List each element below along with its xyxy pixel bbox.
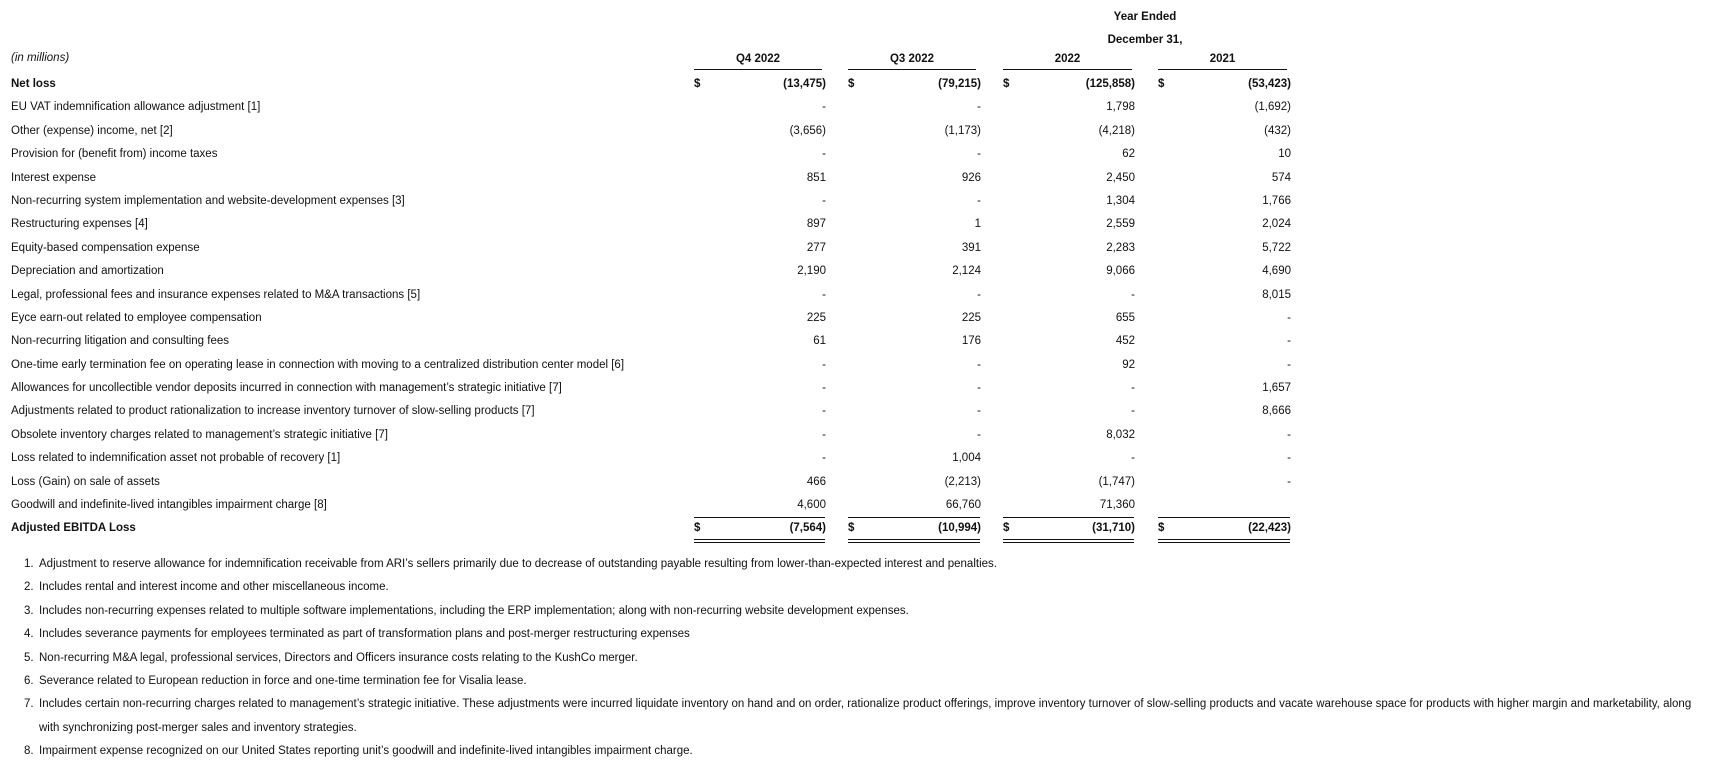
table-row — [0, 447, 1721, 470]
table-cell: 62 — [1122, 148, 1135, 161]
row-label: Equity-based compensation expense — [11, 241, 200, 254]
table-cell: 452 — [1115, 335, 1135, 348]
table-cell: (1,747) — [1098, 475, 1135, 488]
table-row — [0, 96, 1721, 119]
currency-symbol: $ — [1158, 78, 1165, 90]
table-cell: 466 — [806, 475, 826, 488]
table-row — [0, 143, 1721, 166]
table-cell: (1,692) — [1254, 101, 1291, 114]
table-cell: (79,215) — [938, 78, 981, 90]
table-cell: - — [1287, 452, 1291, 465]
footnote-number: 7. — [24, 698, 34, 711]
table-cell: 574 — [1271, 171, 1291, 184]
year-ended-line2: December 31, — [1107, 34, 1183, 46]
table-cell: 897 — [806, 218, 826, 231]
row-label: Restructuring expenses [4] — [11, 218, 148, 231]
table-row — [0, 120, 1721, 143]
footnote-item — [24, 600, 1714, 623]
table-row — [0, 284, 1721, 307]
table-cell: - — [822, 358, 826, 371]
total-double-rule — [1003, 539, 1134, 543]
footnote-number: 6. — [24, 675, 34, 688]
footnote-item — [24, 693, 1714, 740]
table-cell: 2,190 — [797, 265, 826, 278]
table-cell: - — [977, 382, 981, 395]
table-cell: - — [977, 194, 981, 207]
footnote-item — [24, 740, 1714, 763]
table-cell: (13,475) — [783, 78, 826, 90]
table-row — [0, 471, 1721, 494]
table-cell: 2,450 — [1106, 171, 1135, 184]
total-double-rule — [1158, 539, 1290, 543]
table-cell: 277 — [806, 241, 826, 254]
table-cell: 8,666 — [1262, 405, 1291, 418]
subtotal-rule — [1158, 517, 1290, 518]
footnote-item — [24, 553, 1714, 576]
subtotal-rule — [1003, 517, 1134, 518]
currency-symbol: $ — [694, 78, 701, 90]
row-label: One-time early termination fee on operating lease in connection with moving to a centralized distribution center model [6] — [11, 358, 625, 371]
footnote-text: Includes severance payments for employees terminated as part of transformation plans and post-merger restructuring expenses — [39, 628, 690, 641]
table-cell: 92 — [1122, 358, 1135, 371]
subtotal-rule — [848, 517, 980, 518]
table-cell: - — [977, 428, 981, 441]
table-cell: - — [822, 101, 826, 114]
table-cell: - — [1131, 288, 1135, 301]
table-cell: 176 — [961, 335, 981, 348]
row-label: Adjusted EBITDA Loss — [11, 522, 136, 535]
table-cell: - — [1131, 452, 1135, 465]
table-cell: - — [977, 405, 981, 418]
table-row — [0, 330, 1721, 353]
table-cell: 1,766 — [1262, 194, 1291, 207]
table-row — [0, 354, 1721, 377]
units-label: (in millions) — [11, 52, 70, 64]
table-cell: - — [977, 358, 981, 371]
table-cell: 2,024 — [1262, 218, 1291, 231]
table-cell: 66,760 — [945, 499, 981, 512]
table-cell: 1,004 — [952, 452, 981, 465]
table-cell: 391 — [961, 241, 981, 254]
table-row — [0, 190, 1721, 213]
row-label: Loss related to indemnification asset not probable of recovery [1] — [11, 452, 341, 465]
table-cell: - — [1287, 475, 1291, 488]
table-cell: 2,124 — [952, 265, 981, 278]
footnote-number: 8. — [24, 745, 34, 758]
table-cell: - — [977, 288, 981, 301]
table-row — [0, 73, 1721, 96]
table-cell: - — [977, 148, 981, 161]
table-cell: 4,690 — [1262, 265, 1291, 278]
table-cell: - — [1131, 405, 1135, 418]
table-cell: 2,283 — [1106, 241, 1135, 254]
table-cell: - — [1131, 382, 1135, 395]
currency-symbol: $ — [1158, 522, 1165, 535]
table-cell: (10,994) — [938, 522, 981, 535]
table-cell: (53,423) — [1248, 78, 1291, 90]
table-cell: - — [822, 382, 826, 395]
currency-symbol: $ — [848, 78, 855, 90]
currency-symbol: $ — [1003, 522, 1010, 535]
table-cell: (7,564) — [789, 522, 826, 535]
table-cell: (2,213) — [944, 475, 981, 488]
row-label: Provision for (benefit from) income taxes — [11, 148, 218, 161]
footnote-text: Includes certain non-recurring charges related to management’s strategic initiative. These adjustments were incurred liquidate inventory on hand and on order, rationalize product offerings, improve inventory turnover of slow-selling products and vacate warehouse space for products with higher margin and marketability, along with synchronizing post-merger sales and inventory strategies. — [39, 698, 1692, 734]
currency-symbol: $ — [694, 522, 701, 535]
column-header-q3-2022: Q3 2022 — [848, 49, 976, 70]
table-cell: (4,218) — [1098, 124, 1135, 137]
footnote-number: 4. — [24, 628, 34, 641]
table-cell: - — [822, 288, 826, 301]
table-cell: 71,360 — [1099, 499, 1135, 512]
table-cell: 926 — [961, 171, 981, 184]
row-label: EU VAT indemnification allowance adjustment [1] — [11, 101, 261, 114]
table-row — [0, 167, 1721, 190]
footnote-text: Non-recurring M&A legal, professional services, Directors and Officers insurance costs relating to the KushCo merger. — [39, 651, 638, 664]
currency-symbol: $ — [1003, 78, 1010, 90]
table-row — [0, 260, 1721, 283]
reconciliation-table — [0, 73, 1721, 541]
table-cell: 10 — [1278, 148, 1291, 161]
table-cell: 225 — [961, 311, 981, 324]
table-cell: 1,798 — [1106, 101, 1135, 114]
footnote-text: Severance related to European reduction in force and one-time termination fee for Visalia lease. — [39, 675, 527, 688]
table-cell: 225 — [806, 311, 826, 324]
table-cell: - — [1287, 311, 1291, 324]
table-cell: - — [977, 101, 981, 114]
footnote-number: 5. — [24, 651, 34, 664]
table-row — [0, 517, 1721, 540]
table-cell: (31,710) — [1092, 522, 1135, 535]
table-cell: 851 — [806, 171, 826, 184]
table-cell: 2,559 — [1106, 218, 1135, 231]
column-header-2022: 2022 — [1003, 49, 1132, 70]
row-label: Non-recurring system implementation and website-development expenses [3] — [11, 194, 405, 207]
row-label: Goodwill and indefinite-lived intangibles impairment charge [8] — [11, 499, 327, 512]
table-cell: (125,858) — [1085, 78, 1135, 90]
column-header-q4-2022: Q4 2022 — [694, 49, 822, 70]
footnote-item — [24, 623, 1714, 646]
table-row — [0, 400, 1721, 423]
table-cell: 1,657 — [1262, 382, 1291, 395]
year-ended-line1: Year Ended — [1113, 11, 1177, 23]
table-cell: 5,722 — [1262, 241, 1291, 254]
row-label: Allowances for uncollectible vendor deposits incurred in connection with management’s strategic initiative [7] — [11, 382, 562, 395]
table-cell: (3,656) — [789, 124, 826, 137]
row-label: Non-recurring litigation and consulting fees — [11, 335, 229, 348]
table-cell: - — [1287, 358, 1291, 371]
table-cell: - — [822, 148, 826, 161]
row-label: Loss (Gain) on sale of assets — [11, 475, 160, 488]
table-cell: - — [822, 405, 826, 418]
table-cell: 8,015 — [1262, 288, 1291, 301]
table-cell: - — [822, 452, 826, 465]
table-cell: 61 — [813, 335, 826, 348]
table-cell: 9,066 — [1106, 265, 1135, 278]
footnote-text: Includes non-recurring expenses related to multiple software implementations, including the ERP implementation; along with non-recurring website development expenses. — [39, 604, 909, 617]
footnote-item — [24, 576, 1714, 599]
table-row — [0, 377, 1721, 400]
table-cell: 4,600 — [797, 499, 826, 512]
table-row — [0, 307, 1721, 330]
table-cell: - — [822, 428, 826, 441]
footnote-text: Adjustment to reserve allowance for indemnification receivable from ARI’s sellers primarily due to decrease of outstanding payable resulting from lower-than-expected interest and penalties. — [39, 558, 997, 570]
table-cell: - — [1287, 335, 1291, 348]
footnote-item — [24, 647, 1714, 670]
table-cell: (432) — [1264, 124, 1291, 137]
table-cell: (22,423) — [1248, 522, 1291, 535]
table-row — [0, 237, 1721, 260]
footnotes-list — [24, 553, 1714, 764]
table-cell: 1,304 — [1106, 194, 1135, 207]
table-cell: 655 — [1115, 311, 1135, 324]
row-label: Interest expense — [11, 171, 97, 184]
table-row — [0, 213, 1721, 236]
row-label: Other (expense) income, net [2] — [11, 124, 173, 137]
row-label: Adjustments related to product rationalization to increase inventory turnover of slow-selling products [7] — [11, 405, 535, 418]
footnote-text: Includes rental and interest income and other miscellaneous income. — [39, 581, 389, 594]
table-cell: 8,032 — [1106, 428, 1135, 441]
table-cell: (1,173) — [944, 124, 981, 137]
table-cell: - — [1287, 428, 1291, 441]
row-label: Net loss — [11, 78, 56, 90]
footnote-number: 3. — [24, 604, 34, 617]
table-row — [0, 424, 1721, 447]
table-row — [0, 494, 1721, 517]
row-label: Eyce earn-out related to employee compensation — [11, 311, 262, 324]
currency-symbol: $ — [848, 522, 855, 535]
footnote-text: Impairment expense recognized on our United States reporting unit’s goodwill and indefinite-lived intangibles impairment charge. — [39, 745, 693, 758]
table-cell: 1 — [974, 218, 981, 231]
row-label: Obsolete inventory charges related to management’s strategic initiative [7] — [11, 428, 388, 441]
table-cell: - — [822, 194, 826, 207]
row-label: Legal, professional fees and insurance expenses related to M&A transactions [5] — [11, 288, 421, 301]
total-double-rule — [694, 539, 825, 543]
row-label: Depreciation and amortization — [11, 265, 164, 278]
column-header-2021: 2021 — [1158, 49, 1287, 70]
footnote-item — [24, 670, 1714, 693]
total-double-rule — [848, 539, 980, 543]
footnote-number: 1. — [24, 558, 34, 570]
subtotal-rule — [694, 517, 825, 518]
footnote-number: 2. — [24, 581, 34, 594]
year-ended-header — [1003, 6, 1287, 52]
